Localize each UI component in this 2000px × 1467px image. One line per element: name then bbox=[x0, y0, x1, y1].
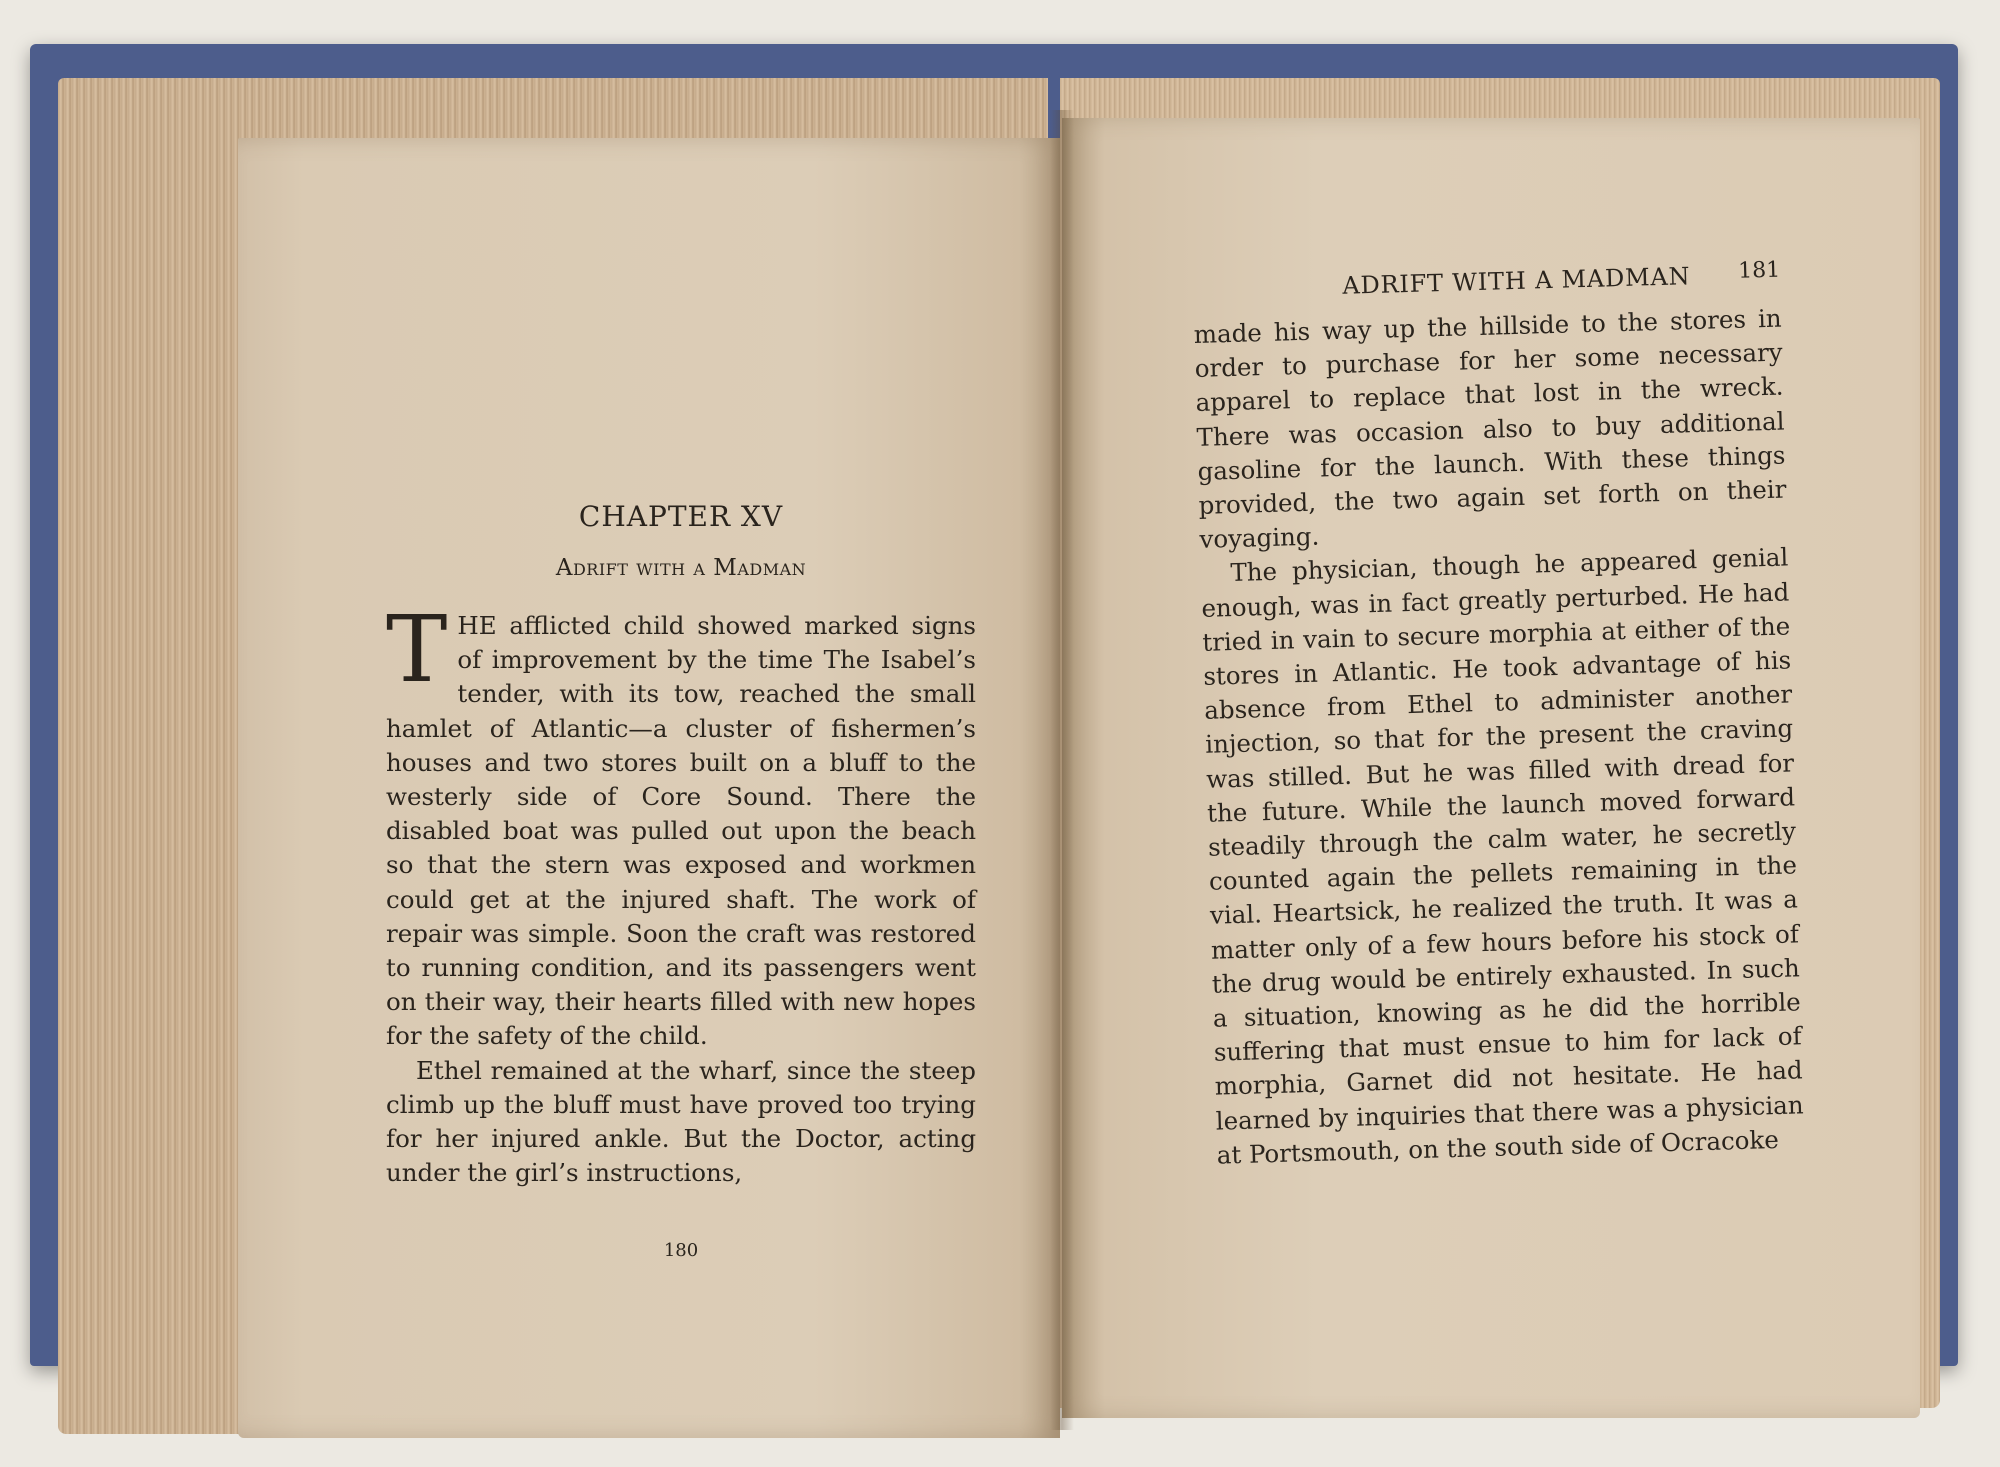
left-paragraph-2: Ethel remained at the wharf, since the steep climb up the bluff must have proved too trying for her injured ankle. But the Doctor, acting under the girl’s instructions, bbox=[386, 1055, 976, 1188]
left-paragraph-1 bbox=[386, 596, 976, 1054]
chapter-heading: CHAPTER XV bbox=[578, 500, 784, 533]
right-paragraph-2: The physician, though he appeared genial enough, was in fact greatly perturbed. He had tried in vain to secure morphia at either of the stores in Atlantic. He took advantage of his absence from Ethel to administer another injection, so that for the present the craving was stilled. But he was filled with dread for the future. While the launch moved forward steadily through the calm water, he secretly counted again the pellets remaining in the vial. Heartsick, he realized the truth. It was a matter only of a few hours before his stock of the drug would be entirely exhausted. In such a situation, knowing as he did the horrible suffering that must ensue to him for lack of morphia, Garnet did not hesitate. He had learned by inquiries that there was a physician at Portsmouth, on the south side of Ocracoke bbox=[1201, 542, 1804, 1170]
chapter-subtitle: Adrift with a Madman bbox=[555, 555, 807, 581]
drop-cap: T bbox=[386, 596, 448, 703]
running-title: ADRIFT WITH A MADMAN bbox=[1341, 262, 1691, 300]
right-page-number: 181 bbox=[1737, 257, 1781, 284]
left-page-text bbox=[386, 490, 976, 1190]
left-page-number: 180 bbox=[663, 1240, 699, 1261]
left-paragraph-1-text: HE afflicted child showed marked signs of improvement by the time The Isabel’s tender, with its tow, reached the small hamlet of Atlantic—a cluster of fishermen’s houses and two stores built on a bluff to the westerly side of Core Sound. There the disabled boat was pulled out upon the beach so that the stern was exposed and workmen could get at the injured shaft. The work of repair was simple. Soon the craft was restored to running condition, and its passengers went on their way, their hearts filled with new hopes for the safety of the child. bbox=[386, 611, 976, 1051]
right-page-text bbox=[1192, 254, 1805, 1173]
right-paragraph-1: made his way up the hillside to the stores in order to purchase for her some necessary apparel to replace that lost in the wreck. There was occasion also to buy additional gasoline for the launch. With these things provided, the two again set forth on their voyaging. bbox=[1193, 303, 1787, 555]
right-body bbox=[1193, 302, 1805, 1173]
book-gutter bbox=[1050, 110, 1074, 1430]
